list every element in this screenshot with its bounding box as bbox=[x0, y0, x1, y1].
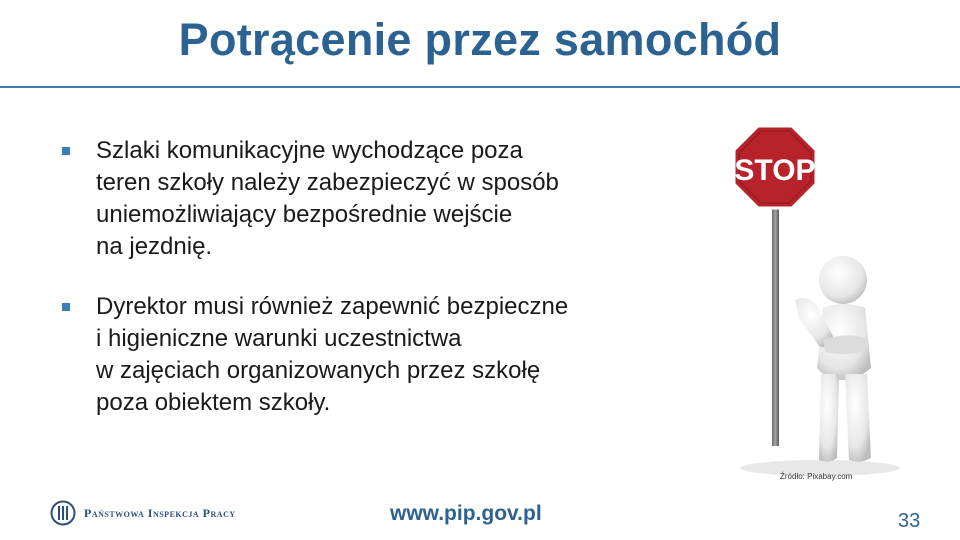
bullet-text-line: na jezdnię. bbox=[96, 233, 213, 260]
bullet-text-line: teren szkoły należy zabezpieczyć w sposób bbox=[96, 169, 559, 196]
bullet-item bbox=[62, 135, 702, 263]
slide-title: Potrącenie przez samochód bbox=[178, 14, 782, 65]
stop-sign-figure-icon bbox=[725, 118, 905, 478]
stop-sign-text: STOP bbox=[734, 154, 816, 187]
square-bullet-icon bbox=[62, 147, 70, 155]
page-number: 33 bbox=[898, 510, 921, 532]
title-divider bbox=[0, 86, 960, 88]
bullet-list bbox=[62, 135, 702, 447]
bullet-text-line: uniemożliwiający bezpośrednie wejście bbox=[96, 201, 513, 228]
website-link[interactable]: www.pip.gov.pl bbox=[390, 502, 542, 525]
organization-name: Państwowa Inspekcja Pracy bbox=[84, 505, 236, 520]
bullet-text-line: poza obiektem szkoły. bbox=[96, 389, 331, 416]
pip-logo bbox=[50, 500, 236, 526]
bullet-item bbox=[62, 291, 702, 419]
pip-emblem-icon bbox=[50, 500, 76, 526]
image-source-caption: Źródło: Pixabay.com bbox=[780, 472, 853, 481]
bullet-text-line: Szlaki komunikacyjne wychodzące poza bbox=[96, 137, 523, 164]
bullet-text-line: Dyrektor musi również zapewnić bezpieczne bbox=[96, 293, 569, 320]
square-bullet-icon bbox=[62, 303, 70, 311]
bullet-text-line: i higieniczne warunki uczestnictwa bbox=[96, 325, 462, 352]
bullet-text-line: w zajęciach organizowanych przez szkołę bbox=[96, 357, 541, 384]
stop-sign-figure-illustration bbox=[725, 118, 905, 478]
